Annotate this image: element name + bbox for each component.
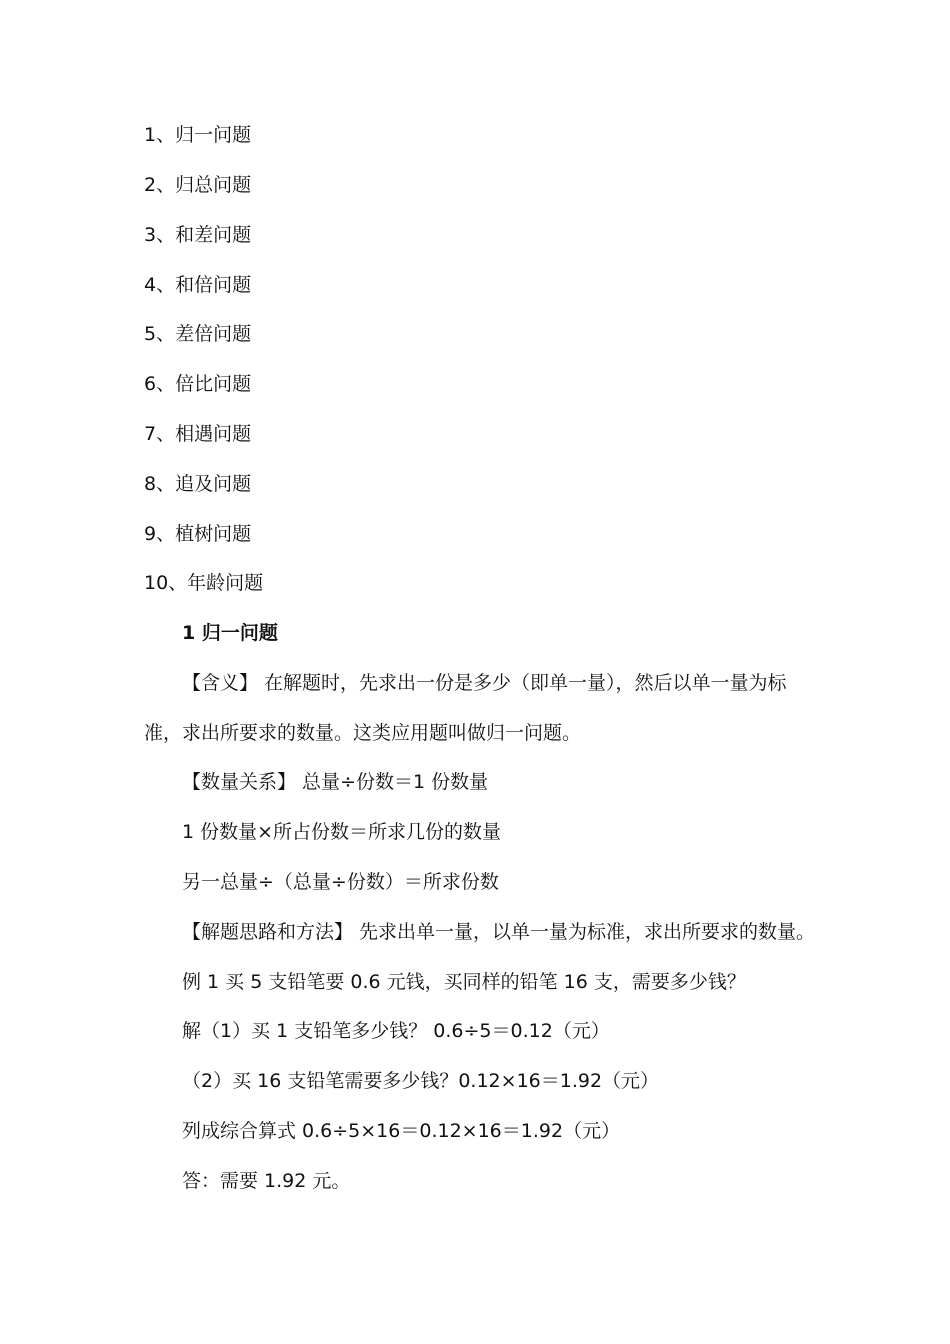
toc-item-7: 7、相遇问题 — [144, 423, 252, 445]
quantity-relation-2: 1 份数量×所占份数＝所求几份的数量 — [182, 821, 502, 843]
toc-item-4: 4、和倍问题 — [144, 274, 252, 296]
quantity-relation-3: 另一总量÷（总量÷份数）＝所求份数 — [182, 871, 499, 893]
meaning-paragraph-line-1: 【含义】 在解题时，先求出一份是多少（即单一量），然后以单一量为标 — [182, 672, 787, 694]
toc-item-5: 5、差倍问题 — [144, 323, 252, 345]
toc-item-2: 2、归总问题 — [144, 174, 252, 196]
example-1: 例 1 买 5 支铅笔要 0.6 元钱，买同样的铅笔 16 支，需要多少钱？ — [182, 971, 746, 993]
solving-method: 【解题思路和方法】 先求出单一量，以单一量为标准，求出所要求的数量。 — [182, 921, 816, 943]
toc-item-1: 1、归一问题 — [144, 124, 252, 146]
toc-item-6: 6、倍比问题 — [144, 373, 252, 395]
toc-item-8: 8、追及问题 — [144, 473, 252, 495]
quantity-relation-1: 【数量关系】 总量÷份数＝1 份数量 — [182, 771, 489, 793]
answer: 答：需要 1.92 元。 — [182, 1170, 351, 1192]
combined-formula: 列成综合算式 0.6÷5×16＝0.12×16＝1.92（元） — [182, 1120, 621, 1142]
solution-step-1: 解（1）买 1 支铅笔多少钱？ 0.6÷5＝0.12（元） — [182, 1020, 610, 1042]
toc-item-9: 9、植树问题 — [144, 523, 252, 545]
solution-step-2: （2）买 16 支铅笔需要多少钱？0.12×16＝1.92（元） — [182, 1070, 660, 1092]
section-heading: 1 归一问题 — [182, 622, 278, 644]
toc-item-10: 10、年龄问题 — [144, 572, 264, 594]
toc-item-3: 3、和差问题 — [144, 224, 252, 246]
meaning-paragraph-line-2: 准，求出所要求的数量。这类应用题叫做归一问题。 — [144, 722, 582, 744]
